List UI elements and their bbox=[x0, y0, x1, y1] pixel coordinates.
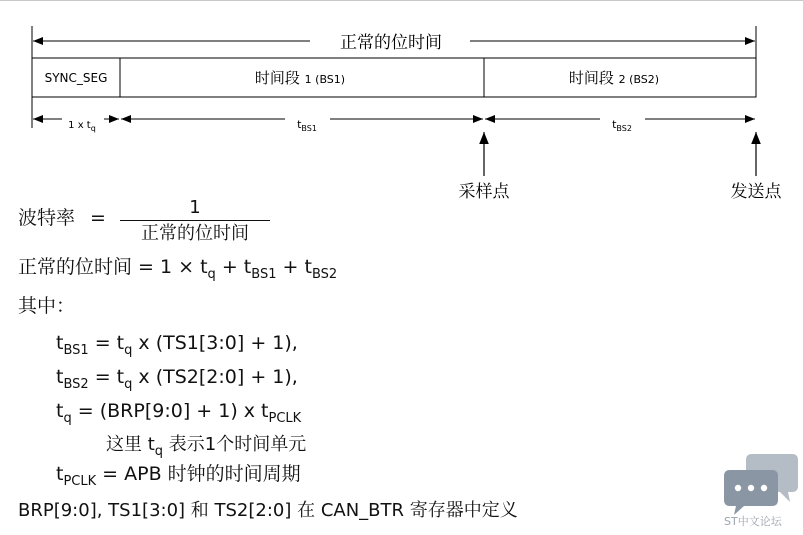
chat-bubble-front-icon bbox=[724, 470, 778, 515]
bs1-segment-label: 时间段 1 (BS1) bbox=[254, 69, 346, 87]
baud-rate-numerator: 1 bbox=[189, 197, 201, 218]
transmit-point-label: 发送点 bbox=[730, 182, 782, 200]
where-label: 其中： bbox=[18, 295, 76, 317]
tq-formula: $t_q$ = (BRP[9:0] + 1) x $t_{PCLK}$ bbox=[56, 400, 302, 426]
bit-time-formula: 正常的位时间 = $1 \times t_q + t_{BS1} + t_{BS2}$ bbox=[18, 256, 338, 282]
sample-point-label: 采样点 bbox=[458, 182, 510, 200]
sync-seg-label: SYNC_SEG bbox=[44, 71, 108, 85]
baud-rate-label: 波特率 bbox=[18, 207, 76, 229]
baud-rate-equals: = bbox=[90, 207, 106, 229]
bs1-duration-label: tBS1 bbox=[297, 118, 317, 133]
sync-duration-label: 1 x tq bbox=[68, 120, 96, 133]
forum-watermark-text: ST中文论坛 bbox=[724, 515, 782, 528]
bit-timing-diagram bbox=[0, 0, 803, 200]
tpclk-formula: $t_{PCLK}$ = APB 时钟的时间周期 bbox=[56, 463, 301, 489]
tbs2-formula: $t_{BS2} = t_q$ x (TS2[2:0] + 1), bbox=[56, 366, 298, 392]
register-definition-note: BRP[9:0], TS1[3:0] 和 TS2[2:0] 在 CAN_BTR 寄存器中定义 bbox=[18, 500, 518, 521]
tbs1-formula: $t_{BS1} = t_q$ x (TS1[3:0] + 1), bbox=[56, 332, 298, 358]
baud-rate-fraction bbox=[120, 198, 270, 245]
bs2-duration-label: tBS2 bbox=[612, 118, 632, 133]
tq-note: 这里 $t_q$ 表示1个时间单元 bbox=[106, 434, 307, 459]
nominal-bit-time-label: 正常的位时间 bbox=[340, 33, 442, 53]
baud-rate-denominator: 正常的位时间 bbox=[141, 223, 249, 244]
bs2-segment-label: 时间段 2 (BS2) bbox=[568, 69, 660, 87]
fraction-bar bbox=[120, 220, 270, 221]
